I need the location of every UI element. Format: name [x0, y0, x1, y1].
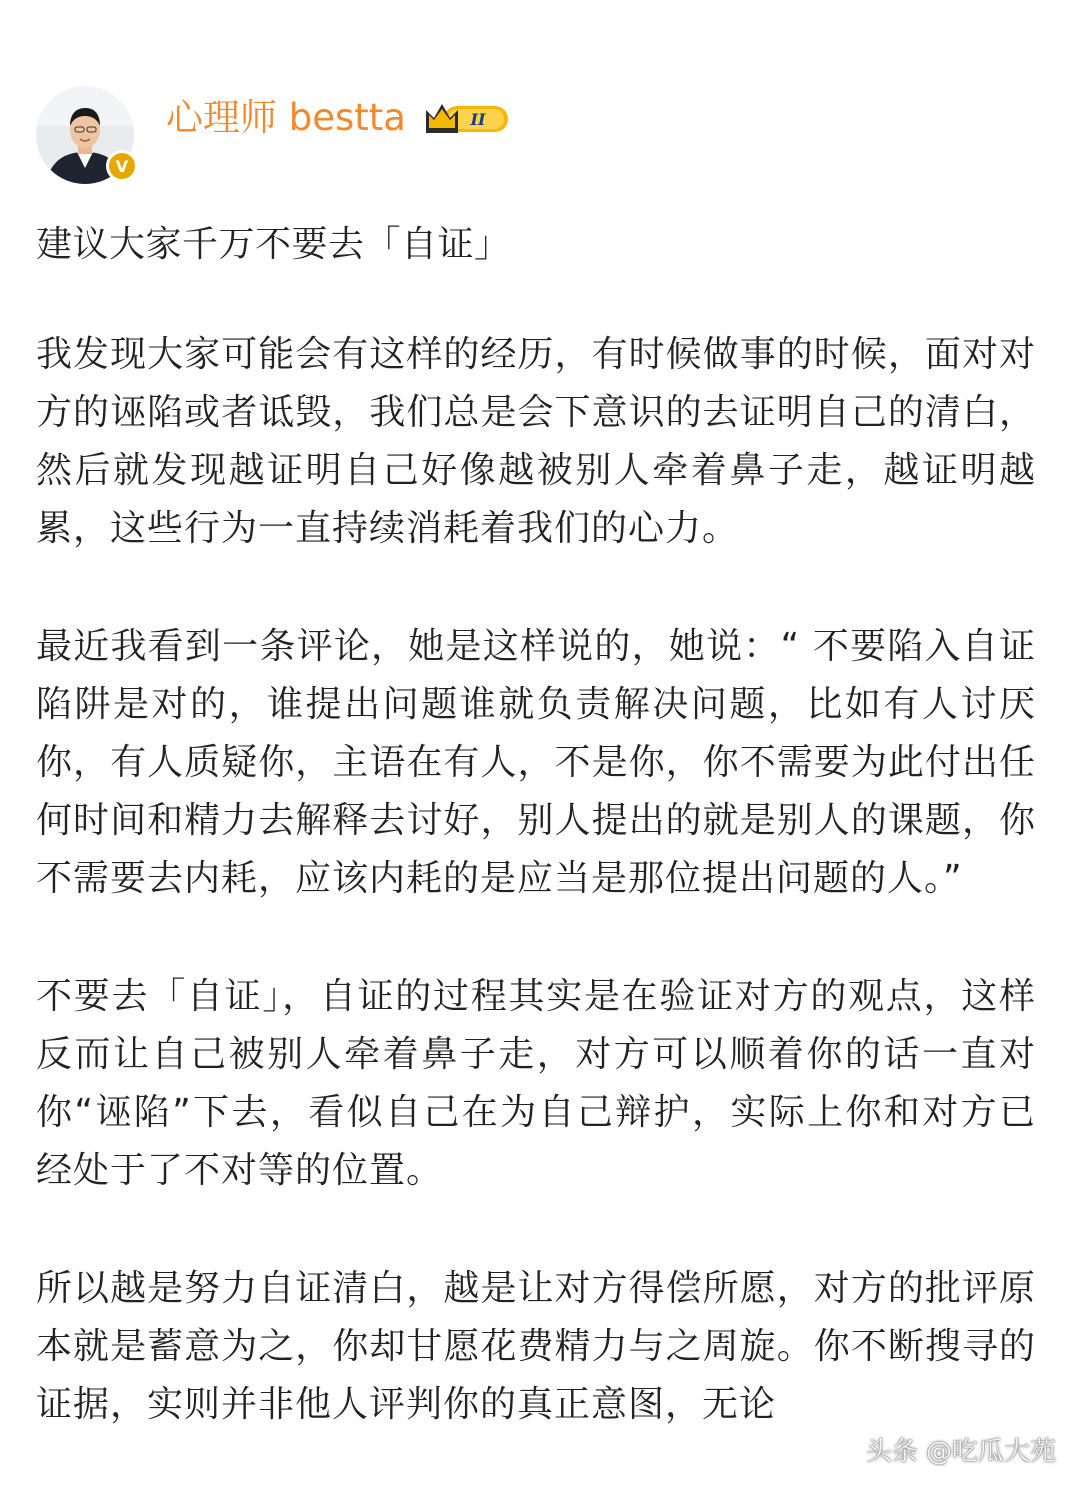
post-paragraph-1: 我发现大家可能会有这样的经历，有时候做事的时候，面对对方的诬陷或者诋毁，我们总是会下意识的去证明自己的清白，然后就发现越证明自己好像越被别人牵着鼻子走，越证明越累，这些行为一直持续消耗着我们的心力。	[36, 334, 1036, 549]
watermark: 头条 @吃瓜大苑	[865, 1437, 1056, 1467]
author-name[interactable]: 心理师 bestta	[166, 96, 406, 139]
verified-icon	[106, 150, 138, 182]
post-paragraph-4: 所以越是努力自证清白，越是让对方得偿所愿，对方的批评原本就是蓄意为之，你却甘愿花费精力与之周旋。你不断搜寻的证据，实则并非他人评判你的真正意图，无论	[36, 1268, 1036, 1425]
level-badge	[422, 100, 512, 136]
level-label: II	[470, 110, 486, 129]
post-body	[36, 216, 1036, 1494]
crown-level-icon	[422, 100, 512, 136]
post-title: 建议大家千万不要去「自证」	[36, 224, 511, 265]
post-header	[36, 86, 1046, 186]
post-paragraph-2: 最近我看到一条评论，她是这样说的，她说：“ 不要陷入自证陷阱是对的，谁提出问题谁就负责解决问题，比如有人讨厌你，有人质疑你，主语在有人，不是你，你不需要为此付出任何时间和精力去解释去讨好，别人提出的就是别人的课题，你不需要去内耗，应该内耗的是应当是那位提出问题的人。”	[36, 626, 1036, 899]
post-paragraph-3: 不要去「自证」，自证的过程其实是在验证对方的观点，这样反而让自己被别人牵着鼻子走，对方可以顺着你的话一直对你“诬陷”下去，看似自己在为自己辩护，实际上你和对方已经处于了不对等的位置。	[36, 976, 1036, 1191]
verified-mark: V	[115, 156, 129, 176]
author-avatar-wrap[interactable]	[36, 86, 134, 184]
